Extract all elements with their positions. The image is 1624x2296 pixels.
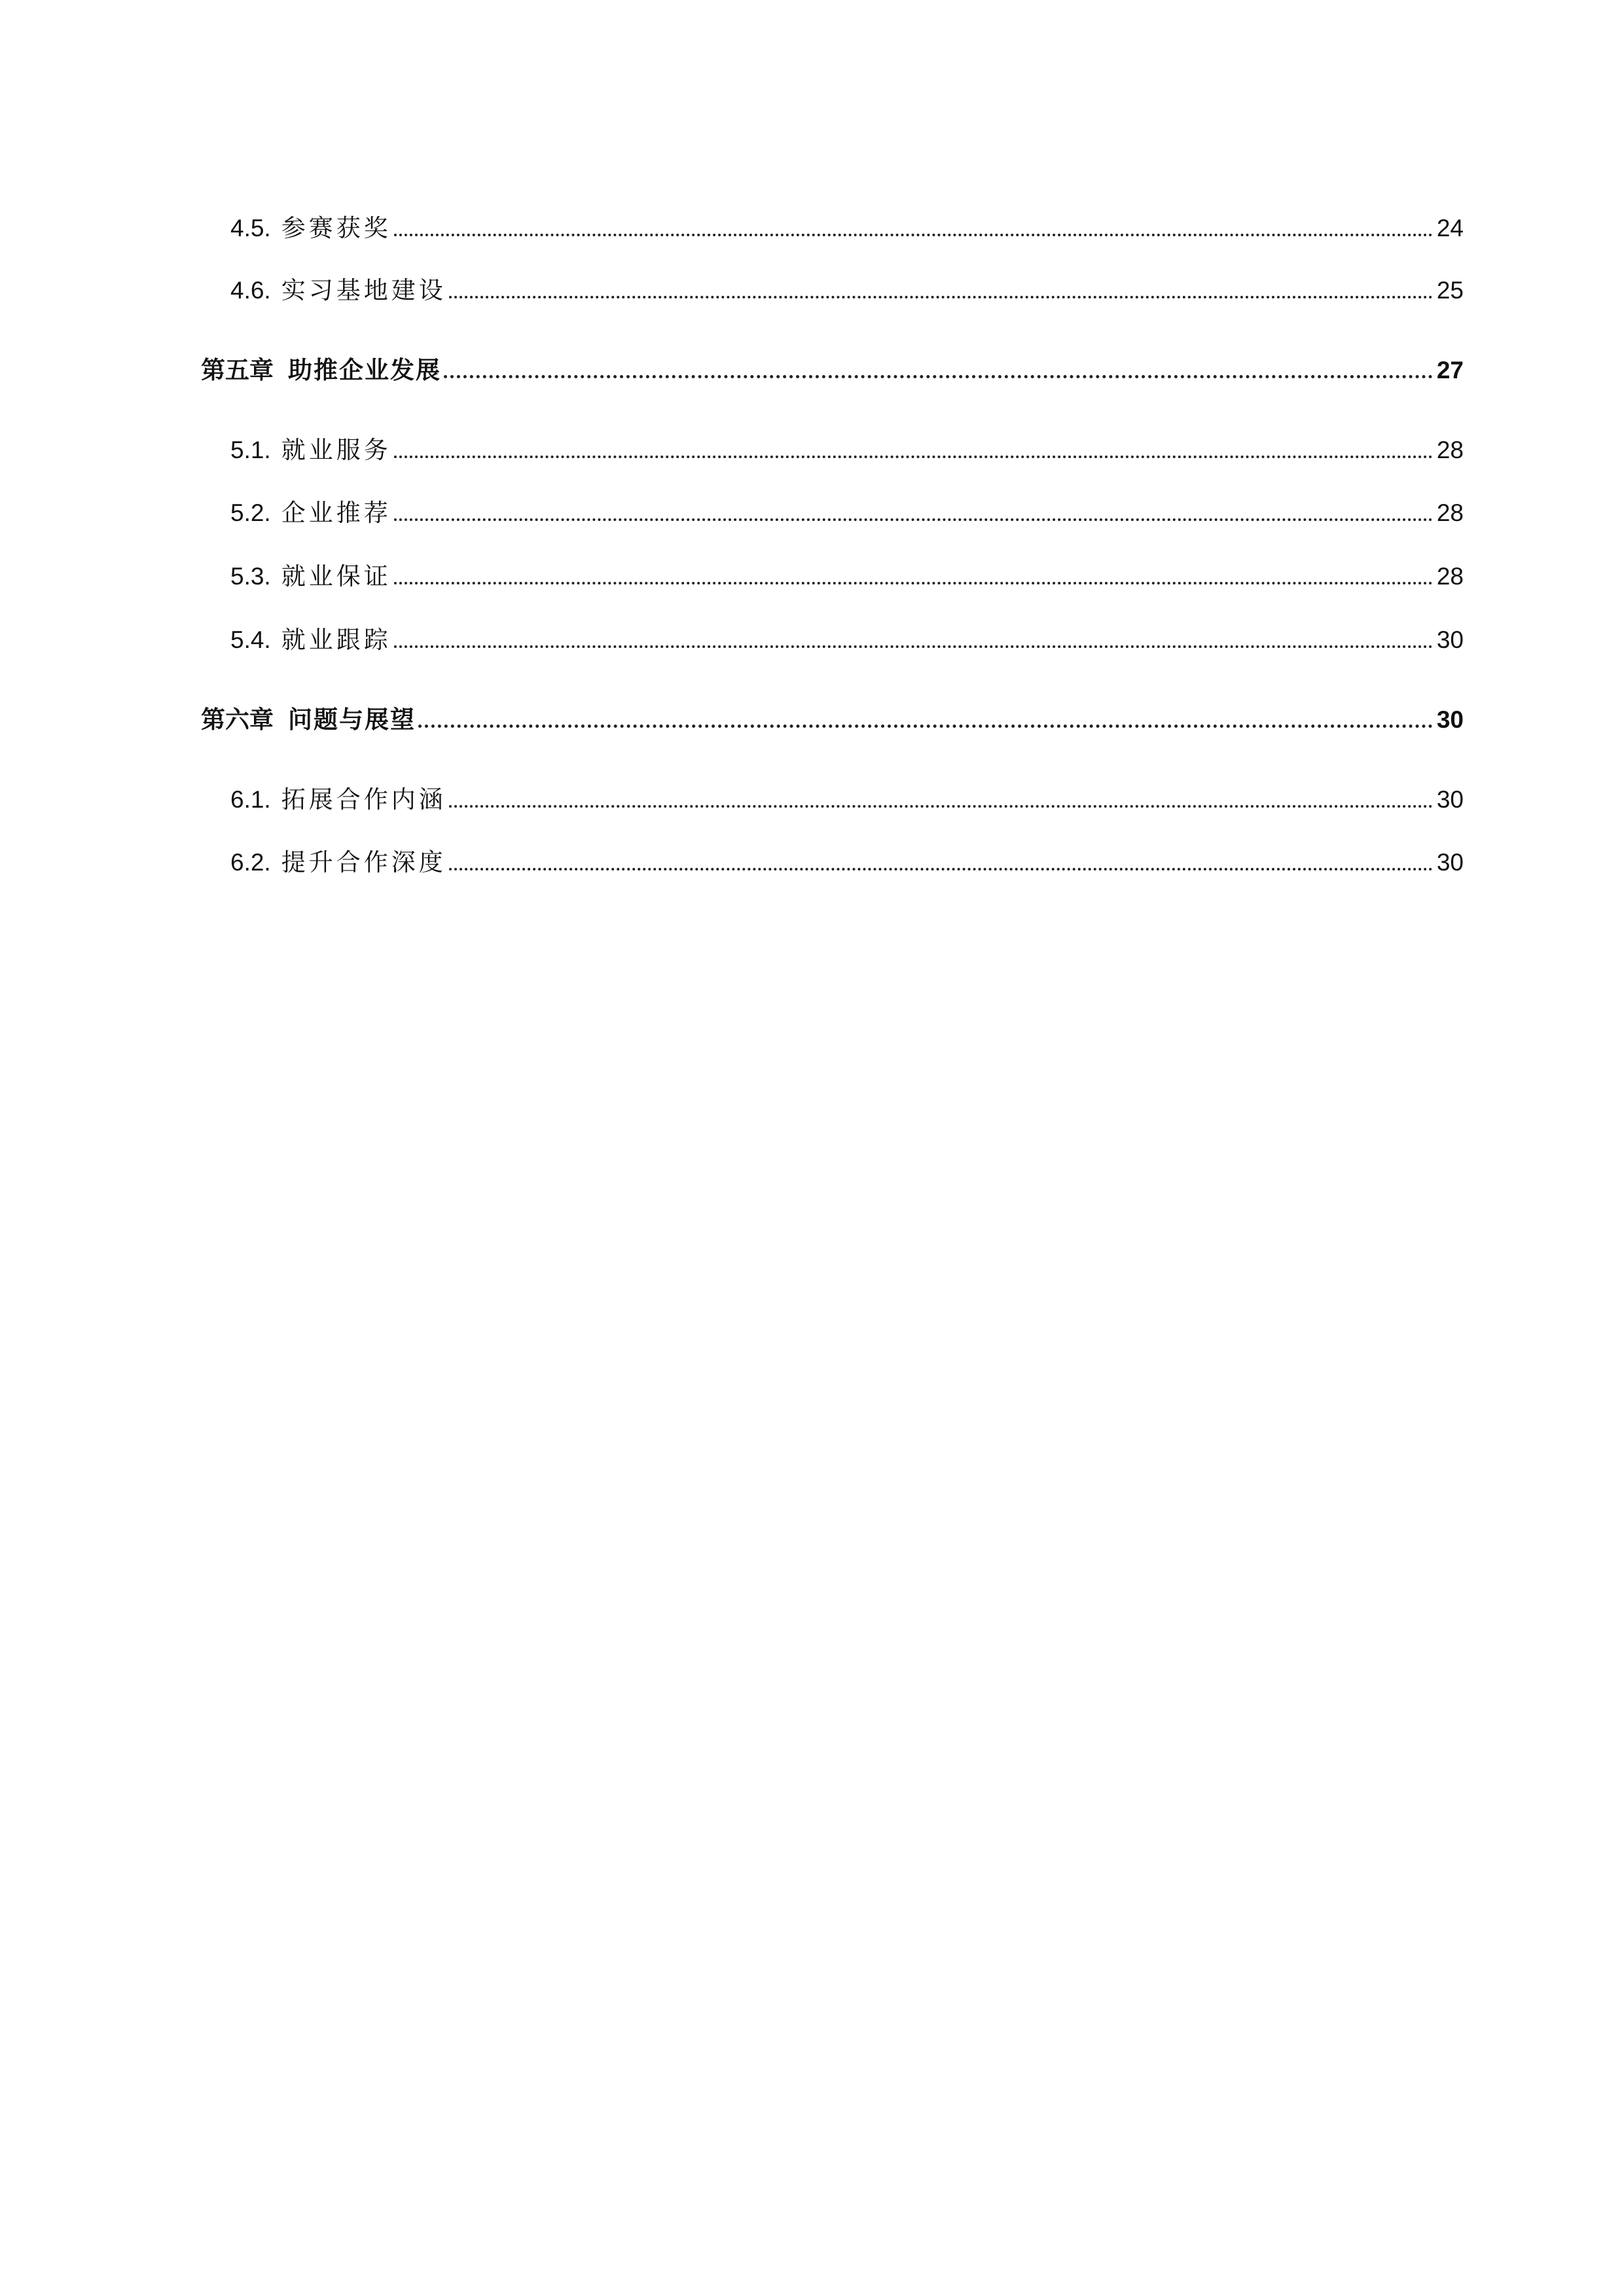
toc-entry-5-2[interactable] <box>230 497 1464 529</box>
dot-leader <box>394 234 1433 236</box>
toc-entry-page: 30 <box>1436 706 1464 733</box>
toc-entry-title: 参赛获奖 <box>281 215 391 242</box>
toc-entry-number: 6.2. <box>230 849 271 876</box>
toc-entry-title: 助推企业发展 <box>288 357 441 384</box>
toc-entry-number: 5.2. <box>230 499 271 526</box>
toc-entry-5-1[interactable] <box>230 435 1464 466</box>
toc-entry-title: 就业保证 <box>281 563 391 590</box>
toc-entry-number: 6.1. <box>230 786 271 813</box>
toc-entry-4-6[interactable] <box>230 275 1464 306</box>
toc-entry-title: 拓展合作内涵 <box>281 786 446 813</box>
toc-entry-chapter-5[interactable] <box>201 355 1464 386</box>
dot-leader <box>449 805 1433 808</box>
toc-entry-title: 实习基地建设 <box>281 277 446 304</box>
toc-entry-6-2[interactable] <box>230 847 1464 878</box>
dot-leader <box>449 868 1433 870</box>
toc-entry-number: 第五章 <box>201 357 274 384</box>
toc-entry-page: 30 <box>1436 786 1464 813</box>
toc-entry-page: 28 <box>1436 499 1464 526</box>
toc-entry-title: 企业推荐 <box>281 499 391 526</box>
toc-entry-page: 24 <box>1436 215 1464 242</box>
toc-entry-title: 就业跟踪 <box>281 626 391 653</box>
dot-leader <box>418 725 1433 728</box>
toc-entry-title: 就业服务 <box>281 437 391 463</box>
dot-leader <box>449 296 1433 298</box>
toc-entry-page: 28 <box>1436 437 1464 463</box>
toc-entry-number: 4.6. <box>230 277 271 304</box>
dot-leader <box>394 645 1433 648</box>
toc-entry-page: 25 <box>1436 277 1464 304</box>
dot-leader <box>394 456 1433 458</box>
toc-entry-number: 5.4. <box>230 626 271 653</box>
toc-entry-5-3[interactable] <box>230 561 1464 592</box>
toc-entry-page: 28 <box>1436 563 1464 590</box>
toc-entry-chapter-6[interactable] <box>201 704 1464 736</box>
dot-leader <box>394 518 1433 521</box>
toc-entry-number: 4.5. <box>230 215 271 242</box>
dot-leader <box>394 582 1433 584</box>
toc-entry-5-4[interactable] <box>230 624 1464 656</box>
toc-entry-number: 第六章 <box>201 706 274 733</box>
toc-entry-page: 30 <box>1436 849 1464 876</box>
toc-entry-number: 5.3. <box>230 563 271 590</box>
toc-entry-6-1[interactable] <box>230 784 1464 816</box>
toc-entry-page: 27 <box>1436 357 1464 384</box>
toc-entry-number: 5.1. <box>230 437 271 463</box>
toc-entry-page: 30 <box>1436 626 1464 653</box>
toc-entry-title: 问题与展望 <box>288 706 416 733</box>
dot-leader <box>444 375 1433 378</box>
toc-entry-title: 提升合作深度 <box>281 849 446 876</box>
toc-entry-4-5[interactable] <box>230 213 1464 244</box>
